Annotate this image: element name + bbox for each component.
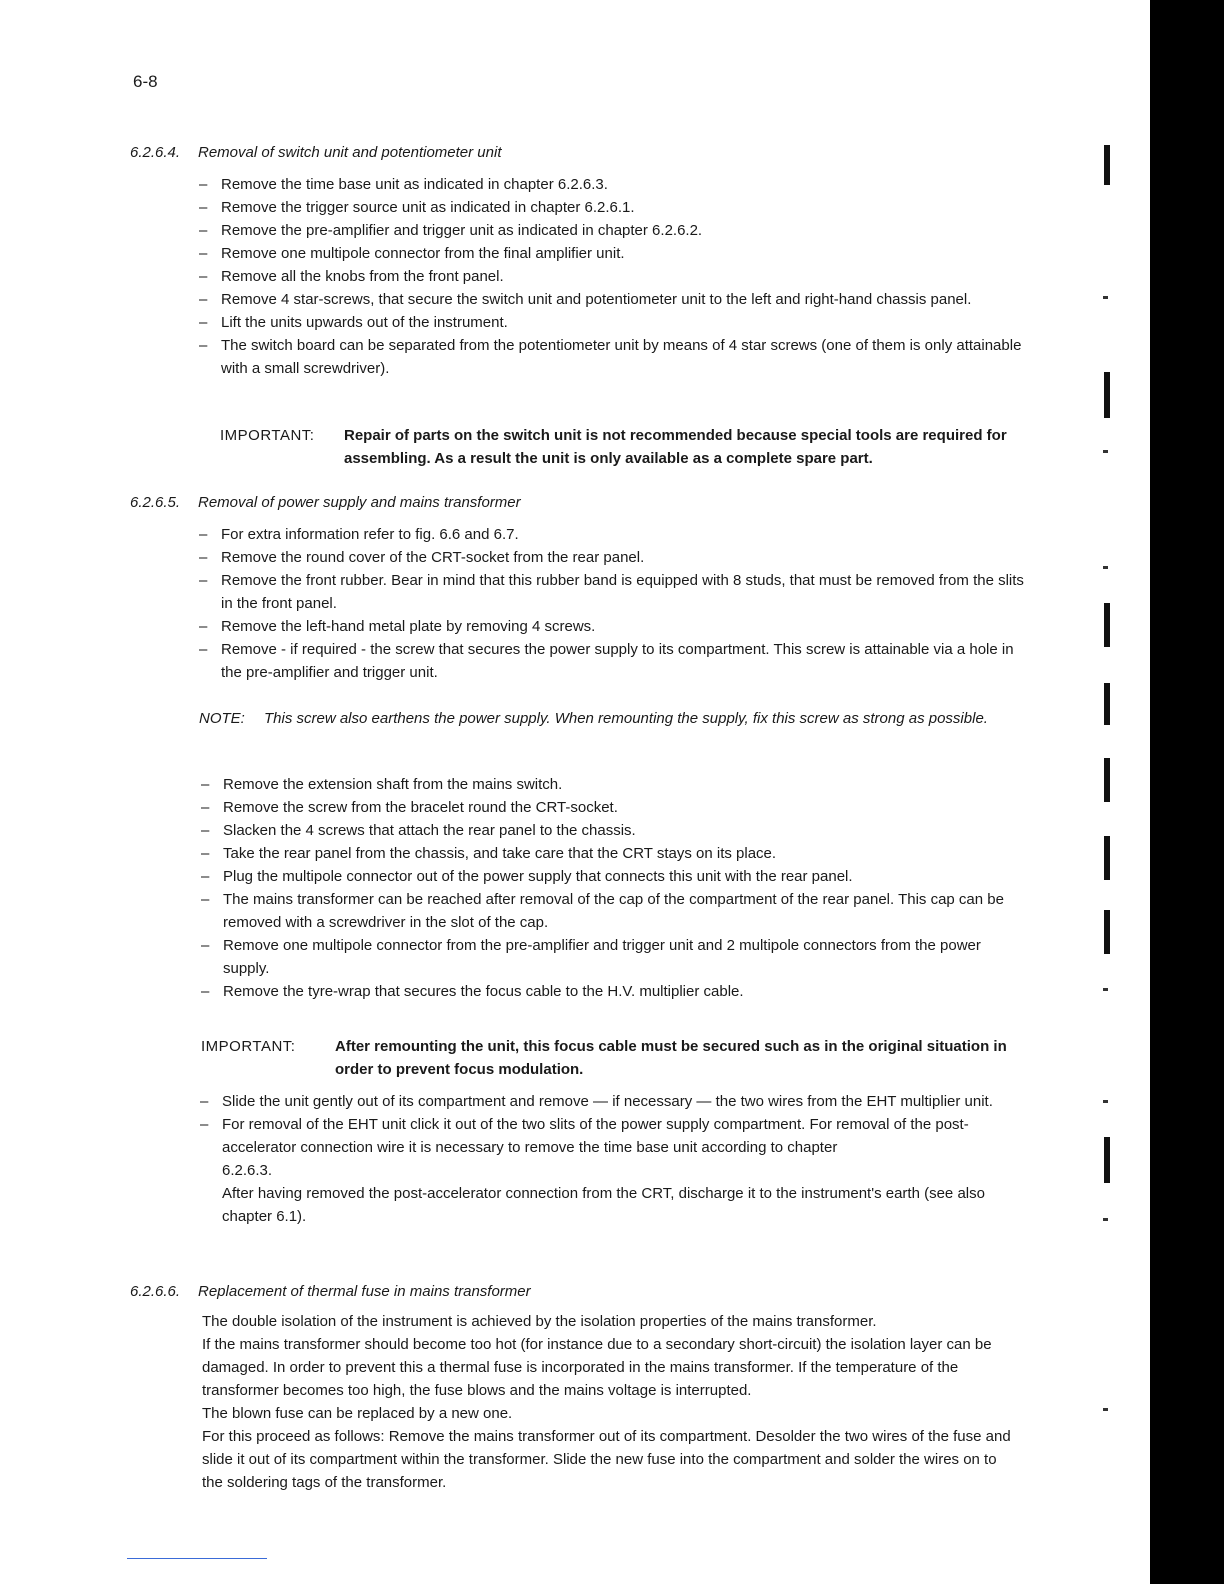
list-item: – Slide the unit gently out of its compartment and remove — if necessary — the two wires from the EHT multiplier unit. xyxy=(200,1090,1030,1113)
list-item: – Remove one multipole connector from the pre-amplifier and trigger unit and 2 multipole connectors from the power supply. xyxy=(201,934,1021,980)
section-number: 6.2.6.4. xyxy=(130,144,181,161)
important-text: Repair of parts on the switch unit is not recommended because special tools are required for assembling. As a result the unit is only available as a complete spare part. xyxy=(344,427,1007,467)
list-item: – Remove the time base unit as indicated in chapter 6.2.6.3. xyxy=(199,173,1029,196)
important-notice xyxy=(220,424,1030,470)
scan-mark xyxy=(1104,1137,1110,1183)
scan-mark xyxy=(1104,603,1110,647)
list-item: – Remove the extension shaft from the mains switch. xyxy=(201,773,1021,796)
list-item: – For removal of the EHT unit click it out of the two slits of the power supply compartment. For removal of the post-accelerator connection wire it is necessary to remove the time base unit according to chapter xyxy=(200,1113,1030,1159)
scan-mark xyxy=(1104,836,1110,880)
section-title: Removal of switch unit and potentiometer unit xyxy=(198,144,502,161)
footnote-rule xyxy=(127,1558,267,1559)
list-item-continuation: 6.2.6.3. xyxy=(222,1162,273,1179)
important-text: After remounting the unit, this focus cable must be secured such as in the original situation in order to prevent focus modulation. xyxy=(335,1038,1007,1078)
list-item: – Remove the round cover of the CRT-socket from the rear panel. xyxy=(199,546,1029,569)
list-item: – Remove the pre-amplifier and trigger unit as indicated in chapter 6.2.6.2. xyxy=(199,219,1029,242)
list-item: – Remove - if required - the screw that secures the power supply to its compartment. This screw is attainable via a hole in the pre-amplifier and trigger unit. xyxy=(199,638,1029,684)
list-item: – Take the rear panel from the chassis, and take care that the CRT stays on its place. xyxy=(201,842,1021,865)
page-number: 6-8 xyxy=(133,72,158,91)
fuse-replacement-text xyxy=(202,1310,1017,1494)
scan-dot xyxy=(1103,988,1108,991)
paragraph: The double isolation of the instrument is achieved by the isolation properties of the mains transformer. xyxy=(202,1313,877,1330)
section-title: Removal of power supply and mains transformer xyxy=(198,494,521,511)
list-item: – The mains transformer can be reached after removal of the cap of the compartment of the rear panel. This cap can be removed with a screwdriver in the slot of the cap. xyxy=(201,888,1021,934)
list-item: – Remove the screw from the bracelet round the CRT-socket. xyxy=(201,796,1021,819)
paragraph: The blown fuse can be replaced by a new one. xyxy=(202,1405,513,1422)
note xyxy=(199,706,1009,731)
important-label: IMPORTANT: xyxy=(220,427,315,444)
scan-mark xyxy=(1104,683,1110,725)
section-heading-6-2-6-6 xyxy=(130,1283,531,1300)
section-number: 6.2.6.5. xyxy=(130,494,181,511)
scan-mark xyxy=(1104,758,1110,802)
scan-mark xyxy=(1104,910,1110,954)
section-title: Replacement of thermal fuse in mains transformer xyxy=(198,1283,531,1300)
paragraph: If the mains transformer should become too hot (for instance due to a secondary short-circuit) the isolation layer can be damaged. In order to prevent this a thermal fuse is incorporated in the mains transformer. If the temperature of the transformer becomes too high, the fuse blows and the mains voltage is interrupted. xyxy=(202,1336,992,1399)
removal-steps-list xyxy=(200,1090,1030,1228)
list-item: – Remove 4 star-screws, that secure the switch unit and potentiometer unit to the left and right-hand chassis panel. xyxy=(199,288,1029,311)
scan-dot xyxy=(1103,1100,1108,1103)
scan-dot xyxy=(1103,1218,1108,1221)
scan-dot xyxy=(1103,296,1108,299)
important-label: IMPORTANT: xyxy=(201,1038,296,1055)
scan-mark xyxy=(1104,145,1110,185)
scan-mark xyxy=(1104,372,1110,418)
list-item: – Remove one multipole connector from the final amplifier unit. xyxy=(199,242,1029,265)
note-text: This screw also earthens the power supply. When remounting the supply, fix this screw as strong as possible. xyxy=(264,710,988,727)
removal-steps-list xyxy=(199,173,1029,380)
list-item: – Lift the units upwards out of the instrument. xyxy=(199,311,1029,334)
list-item: – Remove all the knobs from the front panel. xyxy=(199,265,1029,288)
removal-steps-list xyxy=(201,773,1021,1003)
note-label: NOTE: xyxy=(199,710,245,727)
scan-dot xyxy=(1103,1408,1108,1411)
section-number: 6.2.6.6. xyxy=(130,1283,181,1300)
scan-dot xyxy=(1103,450,1108,453)
list-item: – Slacken the 4 screws that attach the rear panel to the chassis. xyxy=(201,819,1021,842)
paragraph: For this proceed as follows: Remove the mains transformer out of its compartment. Desolder the two wires of the fuse and slide it out of its compartment within the transformer. Slide the new fuse into the compartment and solder the wires on to the soldering tags of the transformer. xyxy=(202,1428,1011,1491)
list-item: – The switch board can be separated from the potentiometer unit by means of 4 star screws (one of them is only attainable with a small screwdriver). xyxy=(199,334,1029,380)
section-heading-6-2-6-5 xyxy=(130,494,521,511)
list-item: – For extra information refer to fig. 6.6 and 6.7. xyxy=(199,523,1029,546)
section-heading-6-2-6-4 xyxy=(130,144,502,161)
scan-dot xyxy=(1103,566,1108,569)
list-item: – Remove the front rubber. Bear in mind that this rubber band is equipped with 8 studs, that must be removed from the slits in the front panel. xyxy=(199,569,1029,615)
list-item: – Remove the left-hand metal plate by removing 4 screws. xyxy=(199,615,1029,638)
list-item-continuation: After having removed the post-accelerator connection from the CRT, discharge it to the instrument's earth (see also chapter 6.1). xyxy=(222,1185,985,1225)
list-item: – Plug the multipole connector out of the power supply that connects this unit with the rear panel. xyxy=(201,865,1021,888)
list-item: – Remove the trigger source unit as indicated in chapter 6.2.6.1. xyxy=(199,196,1029,219)
list-item: – Remove the tyre-wrap that secures the focus cable to the H.V. multiplier cable. xyxy=(201,980,1021,1003)
removal-steps-list xyxy=(199,523,1029,684)
important-notice xyxy=(201,1035,1021,1081)
scan-edge-bar xyxy=(1150,0,1224,1584)
